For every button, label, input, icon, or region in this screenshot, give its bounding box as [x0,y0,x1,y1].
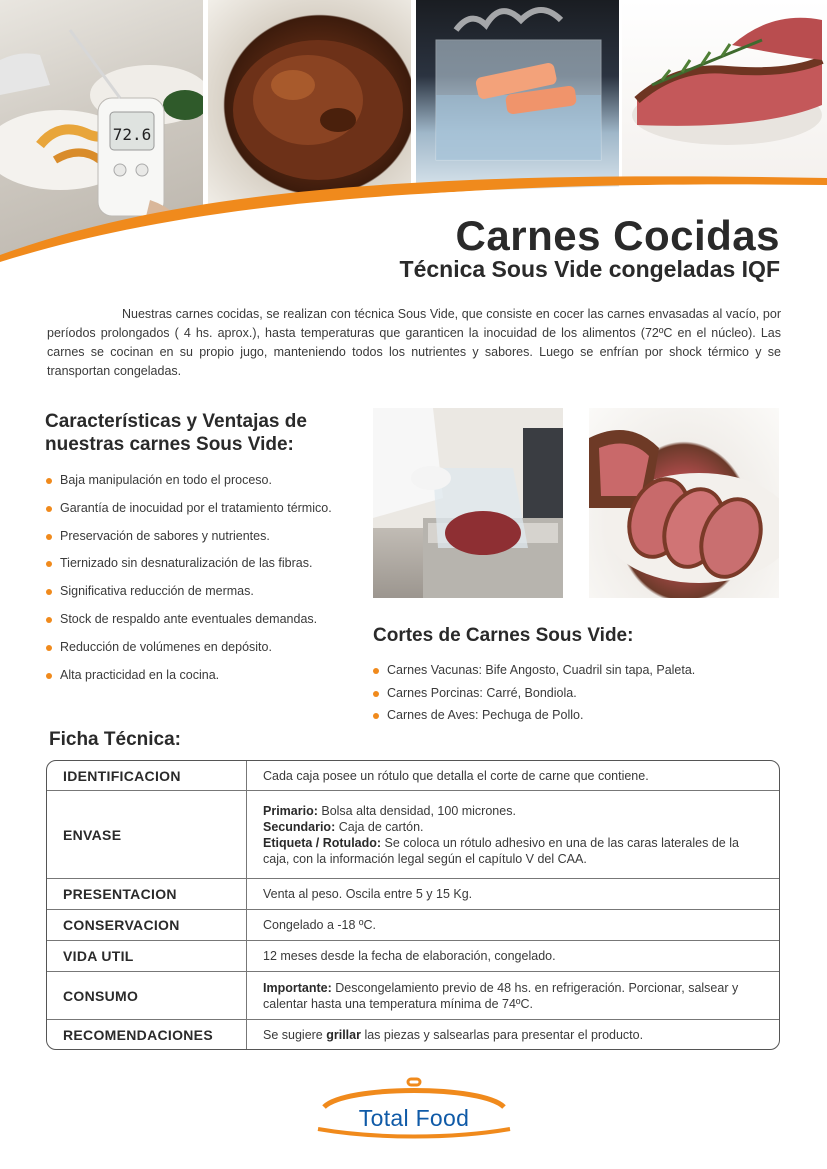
bullet-icon [46,506,52,512]
sliced-meat-photo [589,408,779,598]
list-item: Reducción de volúmenes en depósito. [46,640,332,668]
row-value: Se sugiere grillar las piezas y salsearlas para presentar el producto. [263,1027,644,1042]
row-label: PRESENTACION [47,879,247,909]
row-value: Congelado a -18 ºC. [263,918,376,932]
row-label: IDENTIFICACION [47,761,247,790]
bullet-icon [46,534,52,540]
cuts-heading: Cortes de Carnes Sous Vide: [373,625,634,646]
row-label: ENVASE [47,791,247,878]
list-item: Carnes Vacunas: Bife Angosto, Cuadril sin tapa, Paleta. [373,663,695,686]
row-label: CONSUMO [47,972,247,1019]
table-row [47,972,779,1020]
table-row [47,1020,779,1049]
table-row [47,910,779,941]
row-label: RECOMENDACIONES [47,1020,247,1049]
row-value: 12 meses desde la fecha de elaboración, congelado. [263,949,556,963]
intro-paragraph: Nuestras carnes cocidas, se realizan con técnica Sous Vide, que consiste en cocer las carnes envasadas al vacío, por períodos prolongados ( 4 hs. aprox.), hasta temperaturas que garanticen la inocuidad de los alimentos (72ºC en el núcleo). Las carnes se cocinan en su propio jugo, manteniendo todos los nutrientes y sabores. Luego se enfrían por shock térmico y se transportan congeladas. [47,307,781,378]
bullet-icon [46,617,52,623]
features-list [46,473,332,695]
ficha-heading: Ficha Técnica: [49,729,181,750]
cuts-list [373,663,695,731]
bullet-icon [373,691,379,697]
list-item: Baja manipulación en todo el proceso. [46,473,332,501]
logo-text: Total Food [358,1105,470,1131]
list-item: Alta practicidad en la cocina. [46,668,332,696]
total-food-logo [316,1077,512,1143]
list-item: Garantía de inocuidad por el tratamiento térmico. [46,501,332,529]
list-item: Carnes Porcinas: Carré, Bondiola. [373,686,695,709]
bullet-icon [46,478,52,484]
features-heading: Características y Ventajas de nuestras carnes Sous Vide: [45,411,307,455]
thermometer-display: 72.6 [112,125,152,144]
ficha-table [46,760,780,1050]
list-item: Significativa reducción de mermas. [46,584,332,612]
row-value: Cada caja posee un rótulo que detalla el corte de carne que contiene. [263,768,649,783]
bullet-icon [46,673,52,679]
vacuum-bag-photo [373,408,563,598]
table-row [47,761,779,791]
bullet-icon [46,561,52,567]
row-value: Primario: Bolsa alta densidad, 100 micrones. Secundario: Caja de cartón. Etiqueta / Rotulado: Se coloca un rótulo adhesivo en una de las caras laterales de la caja, con la información legal según el capítulo V del CAA. [263,803,739,866]
row-value: Importante: Descongelamiento previo de 48 hs. en refrigeración. Porcionar, salsear y calentar hasta una temperatura mínima de 74ºC. [263,980,739,1011]
row-label: VIDA UTIL [47,941,247,971]
list-item: Carnes de Aves: Pechuga de Pollo. [373,708,695,731]
table-row [47,791,779,879]
bullet-icon [46,645,52,651]
row-label: CONSERVACION [47,910,247,940]
list-item: Preservación de sabores y nutrientes. [46,529,332,557]
list-item: Tiernizado sin desnaturalización de las fibras. [46,556,332,584]
list-item: Stock de respaldo ante eventuales demandas. [46,612,332,640]
page-subtitle: Técnica Sous Vide congeladas IQF [399,256,780,282]
table-row [47,941,779,972]
bullet-icon [46,589,52,595]
bullet-icon [373,668,379,674]
table-row [47,879,779,910]
page-title: Carnes Cocidas [455,212,780,259]
row-value: Venta al peso. Oscila entre 5 y 15 Kg. [263,887,473,901]
bullet-icon [373,713,379,719]
